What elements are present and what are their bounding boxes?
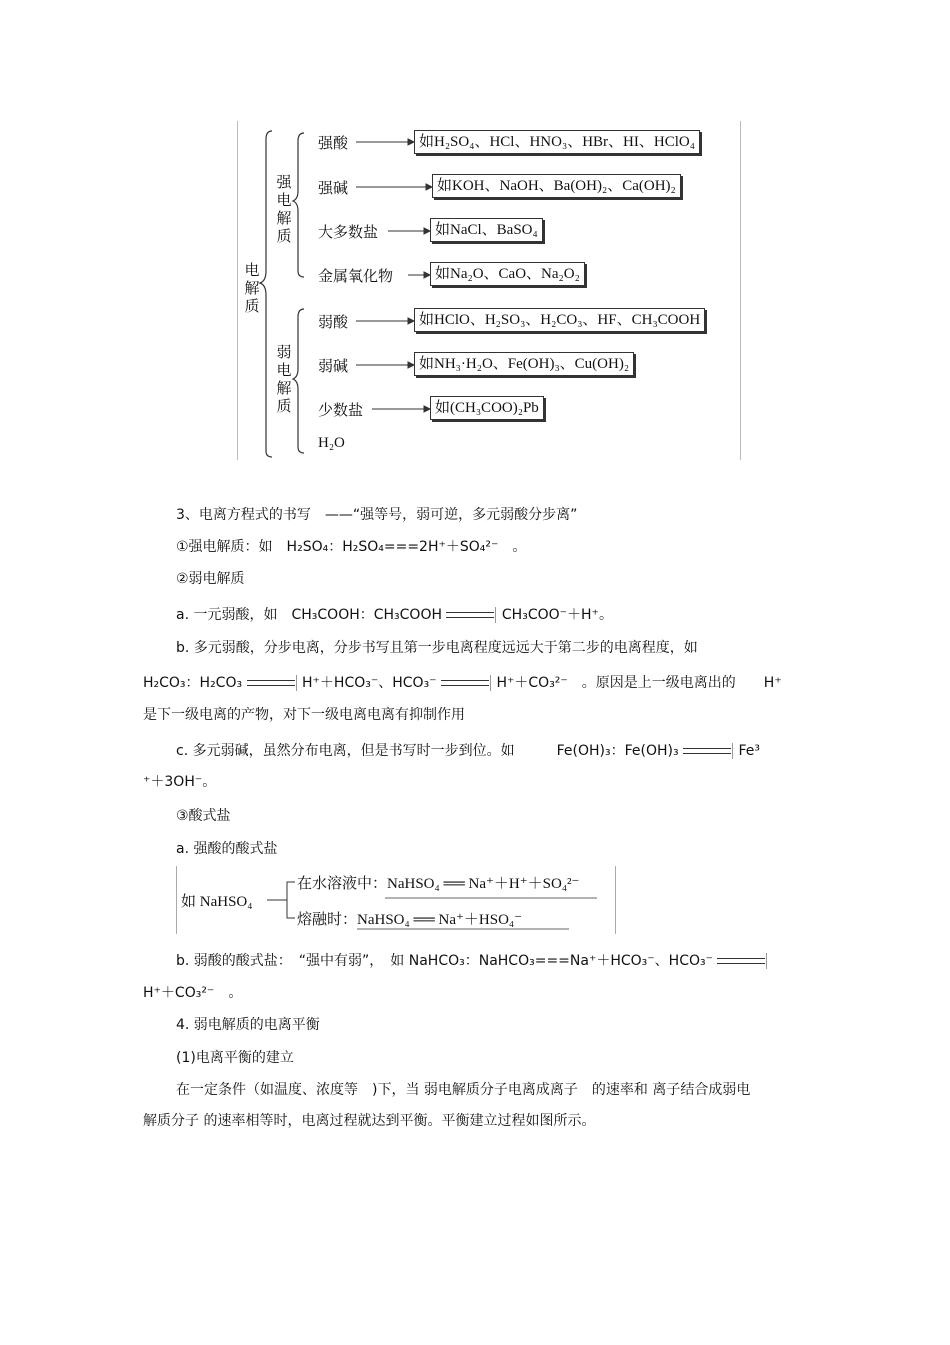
row-label-water: H₂O xyxy=(318,435,345,451)
monoprotic-acid-line xyxy=(176,605,613,625)
section-4-title: 4. 弱电解质的电离平衡 xyxy=(176,1017,320,1033)
row-label-most-salts: 大多数盐 xyxy=(318,223,379,241)
reversible-arrow-icon xyxy=(441,679,489,687)
example-metal-oxides: 如Na₂O、CaO、Na₂O₂ xyxy=(430,262,585,286)
example-few-salts: 如(CH₃COO)₂Pb xyxy=(430,396,544,420)
polyprotic-acid-line1: b. 多元弱酸，分步电离，分步书写且第一步电离程度远远大于第二步的电离程度，如 xyxy=(176,640,698,656)
nahso4-molten: 熔融时：NaHSO₄ ══ Na⁺＋HSO₄⁻ xyxy=(297,912,523,928)
row-label-weak-acid: 弱酸 xyxy=(318,313,349,331)
nahso4-diagram xyxy=(176,866,616,934)
nahso4-lead: 如 NaHSO₄ xyxy=(181,894,253,910)
polybase-line2: ⁺＋3OH⁻。 xyxy=(143,774,217,790)
weak-electrolyte-heading: ②弱电解质 xyxy=(176,571,245,587)
polyprotic-acid-line3: 是下一级电离的产物，对下一级电离电离有抑制作用 xyxy=(143,707,465,723)
example-weak-base: 如NH₃·H₂O、Fe(OH)₃、Cu(OH)₂ xyxy=(414,352,634,376)
reversible-arrow-icon xyxy=(683,747,731,755)
row-label-weak-base: 弱碱 xyxy=(318,357,349,375)
row-label-strong-acid: 强酸 xyxy=(318,134,349,152)
nahso4-in-water: 在水溶液中：NaHSO₄ ══ Na⁺＋H⁺＋SO₄²⁻ xyxy=(297,876,580,892)
weak-acid-salt-text: b. 弱酸的酸式盐： “强中有弱”， 如 NaHCO₃：NaHCO₃===Na⁺＋HCO₃⁻、HCO₃⁻ xyxy=(176,953,713,969)
row-label-metal-oxides: 金属氧化物 xyxy=(318,267,394,285)
carbonic-step1-products: H⁺＋HCO₃⁻、HCO₃⁻ xyxy=(302,675,437,691)
reversible-arrow-icon xyxy=(446,611,494,619)
strong-electrolyte-equation: ①强电解质：如 H₂SO₄：H₂SO₄===2H⁺＋SO₄²⁻ 。 xyxy=(176,539,527,555)
reversible-arrow-icon xyxy=(717,957,765,965)
example-weak-acid: 如HClO、H₂SO₃、H₂CO₃、HF、CH₃COOH xyxy=(414,308,705,332)
reversible-arrow-icon xyxy=(247,679,295,687)
electrolyte-classification-diagram xyxy=(237,121,741,460)
example-most-salts: 如NaCl、BaSO₄ xyxy=(430,218,543,242)
row-label-strong-base: 强碱 xyxy=(318,179,349,197)
acid-salt-heading: ③酸式盐 xyxy=(176,808,231,824)
monoprotic-acid-products: CH₃COO⁻＋H⁺。 xyxy=(501,607,613,623)
row-label-few-salts: 少数盐 xyxy=(318,401,364,419)
example-strong-base: 如KOH、NaOH、Ba(OH)₂、Ca(OH)₂ xyxy=(432,174,681,198)
carbonic-step2-products: H⁺＋CO₃²⁻ 。原因是上一级电离出的 H⁺ xyxy=(496,675,782,691)
polybase-line1 xyxy=(176,741,760,761)
weak-electrolyte-label: 弱电解质 xyxy=(276,343,292,415)
section-3-title: 3、电离方程式的书写 ——“强等号，弱可逆，多元弱酸分步离” xyxy=(176,507,578,523)
polyprotic-acid-line2 xyxy=(143,673,782,693)
polybase-product: Fe³ xyxy=(738,743,760,759)
example-strong-acid: 如H₂SO₄、HCl、HNO₃、HBr、HI、HClO₄ xyxy=(414,130,700,154)
weak-acid-salt-line1 xyxy=(176,951,768,971)
monoprotic-acid-text: a. 一元弱酸，如 CH₃COOH：CH₃COOH xyxy=(176,607,442,623)
polybase-text: c. 多元弱碱，虽然分布电离，但是书写时一步到位。如 Fe(OH)₃：Fe(OH)₃ xyxy=(176,743,679,759)
strong-electrolyte-label: 强电解质 xyxy=(276,173,292,245)
carbonic-acid-text: H₂CO₃：H₂CO₃ xyxy=(143,675,243,691)
weak-acid-salt-line2: H⁺＋CO₃²⁻ 。 xyxy=(143,985,243,1001)
section-4-paragraph-line1: 在一定条件（如温度、浓度等 )下，当 弱电解质分子电离成离子 的速率和 离子结合成弱电 xyxy=(176,1082,751,1098)
section-4-subtitle: (1)电离平衡的建立 xyxy=(176,1050,294,1066)
section-4-paragraph-line2: 解质分子 的速率相等时，电离过程就达到平衡。平衡建立过程如图所示。 xyxy=(143,1113,596,1129)
strong-acid-salt-heading: a. 强酸的酸式盐 xyxy=(176,841,278,857)
root-label: 电解质 xyxy=(244,261,260,315)
